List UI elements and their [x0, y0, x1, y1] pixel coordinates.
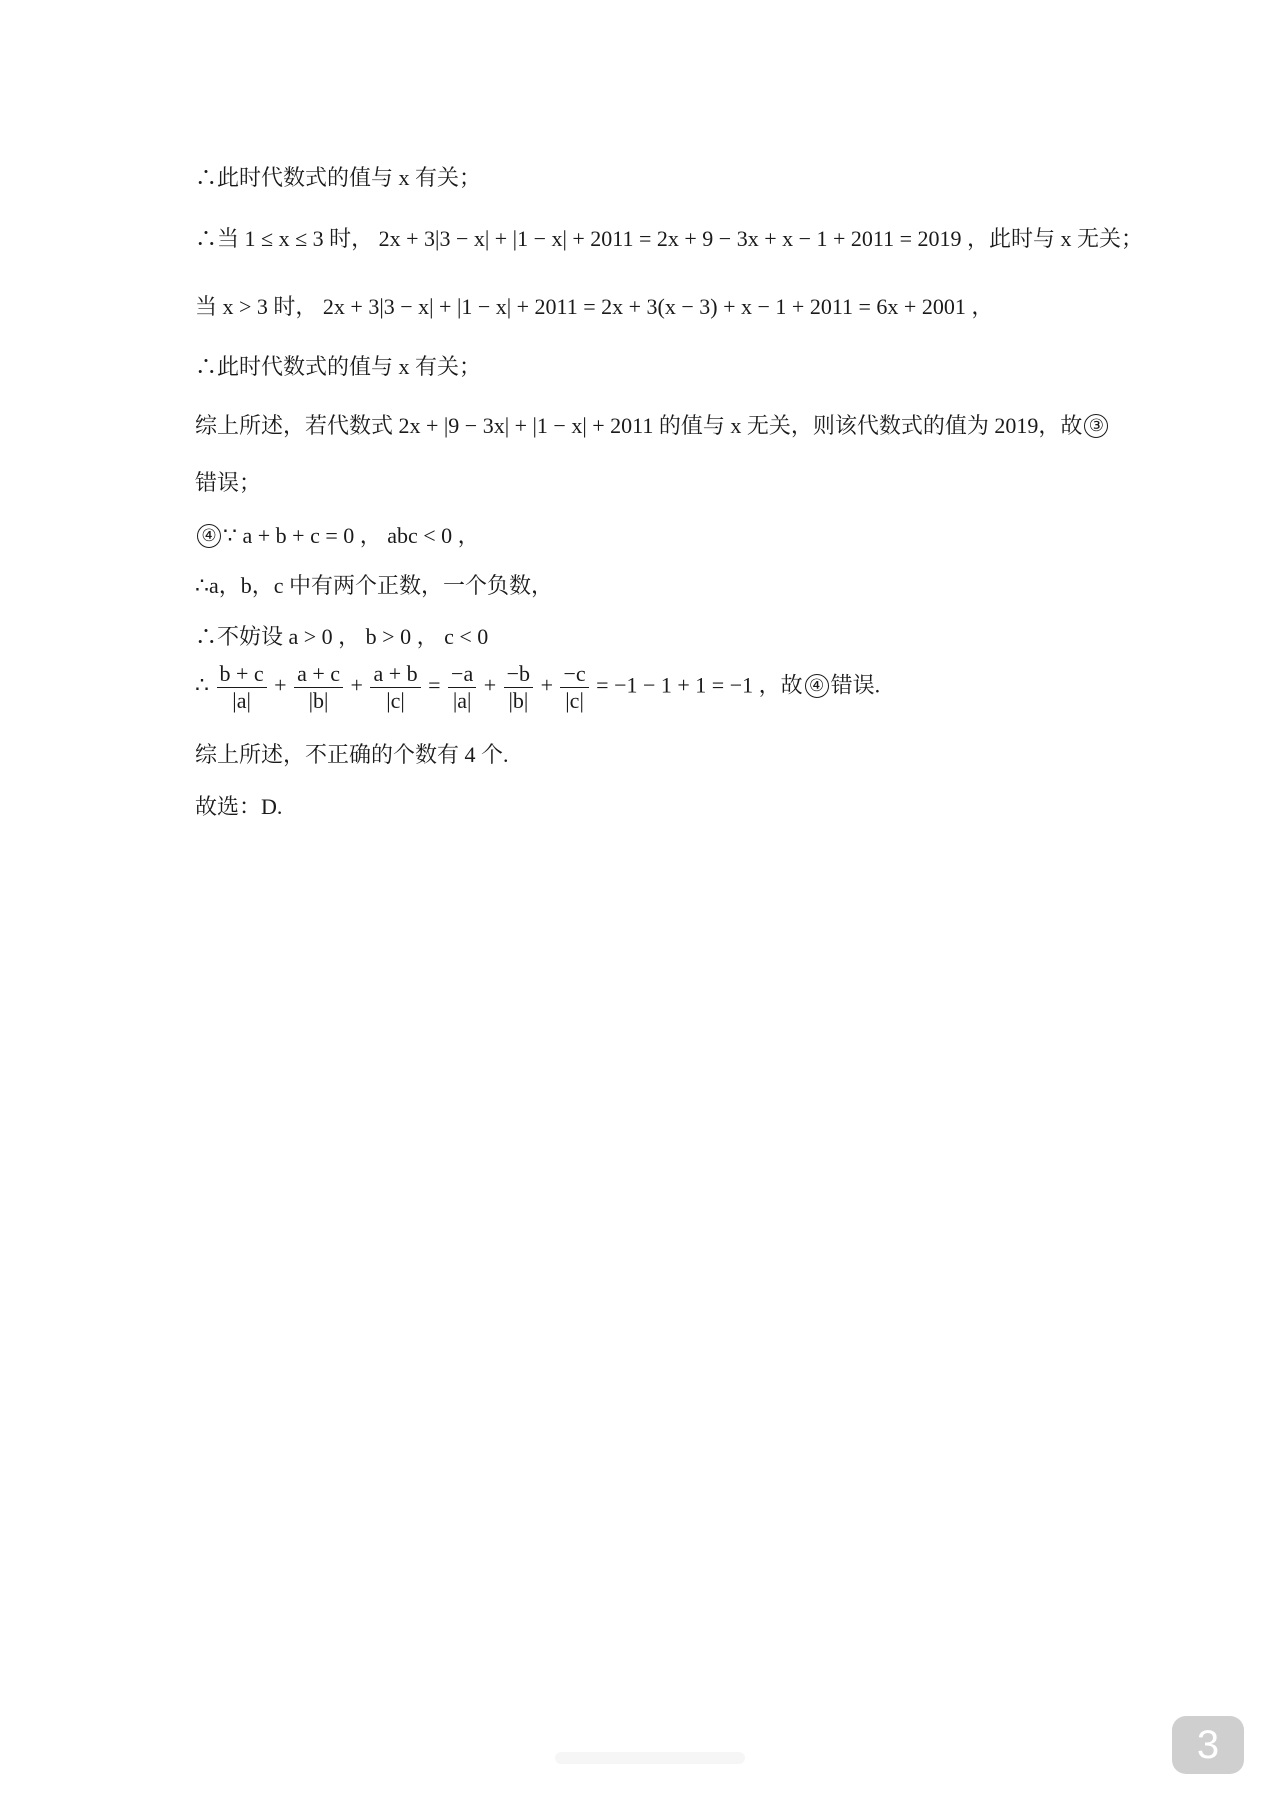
fraction-result: = −1 − 1 + 1 = −1 ，故 [596, 672, 803, 698]
circled-four-2: ④ [805, 674, 829, 698]
text-line-4: ∴此时代数式的值与 x 有关； [195, 354, 482, 379]
fraction-denominator: |c| [386, 688, 405, 713]
fraction-numerator: −a [448, 662, 476, 688]
fraction-3 [370, 662, 420, 713]
circled-four: ④ [197, 524, 221, 548]
fraction-denominator: |c| [565, 688, 584, 713]
fraction-suffix: 错误. [830, 672, 881, 698]
text-line-8: ∴a，b，c 中有两个正数，一个负数， [195, 573, 554, 598]
fraction-5 [504, 662, 533, 713]
fraction-numerator: a + b [370, 662, 420, 688]
operator: + [274, 672, 287, 698]
summary-line: 综上所述，不正确的个数有 4 个. [195, 742, 509, 767]
fraction-2 [294, 662, 343, 713]
text-line-3: 当 x > 3 时， 2x + 3|3 − x| + |1 − x| + 2011 = 2x + 3(x − 3) + x − 1 + 2011 = 6x + 2001 ， [195, 294, 994, 319]
operator: + [350, 672, 363, 698]
text-line-7-body: ∵ a + b + c = 0 ， abc < 0 ， [223, 523, 480, 548]
operator: = [428, 672, 441, 698]
text-line-5 [195, 411, 1110, 441]
fraction-denominator: |a| [452, 688, 472, 713]
fraction-numerator: a + c [294, 662, 343, 688]
page-number-badge: 3 [1172, 1716, 1244, 1774]
operator: + [540, 672, 553, 698]
fraction-equation [195, 662, 880, 713]
fraction-numerator: −b [504, 662, 533, 688]
text-line-9: ∴不妨设 a > 0 ， b > 0 ， c < 0 [195, 624, 489, 649]
fraction-6 [560, 662, 588, 713]
text-line-5-body: 综上所述，若代数式 2x + |9 − 3x| + |1 − x| + 2011 的值与 x 无关，则该代数式的值为 2019，故 [195, 413, 1083, 438]
fraction-numerator: −c [560, 662, 588, 688]
text-line-6: 错误； [195, 470, 262, 495]
fraction-numerator: b + c [217, 662, 267, 688]
faded-watermark [555, 1752, 745, 1764]
answer-line: 故选：D. [195, 794, 283, 819]
fraction-denominator: |b| [308, 688, 329, 713]
fraction-denominator: |a| [232, 688, 251, 713]
circled-three: ③ [1084, 414, 1108, 438]
operator: + [483, 672, 497, 698]
text-line-1: ∴此时代数式的值与 x 有关； [195, 165, 482, 190]
fraction-4 [448, 662, 476, 713]
fraction-1 [217, 662, 267, 713]
text-line-7 [195, 521, 480, 551]
text-line-2: ∴当 1 ≤ x ≤ 3 时， 2x + 3|3 − x| + |1 − x| + 2011 = 2x + 9 − 3x + x − 1 + 2011 = 2019 ，此时与 x 无关； [195, 226, 1144, 251]
fraction-denominator: |b| [508, 688, 529, 713]
fraction-prefix: ∴ [195, 672, 209, 698]
